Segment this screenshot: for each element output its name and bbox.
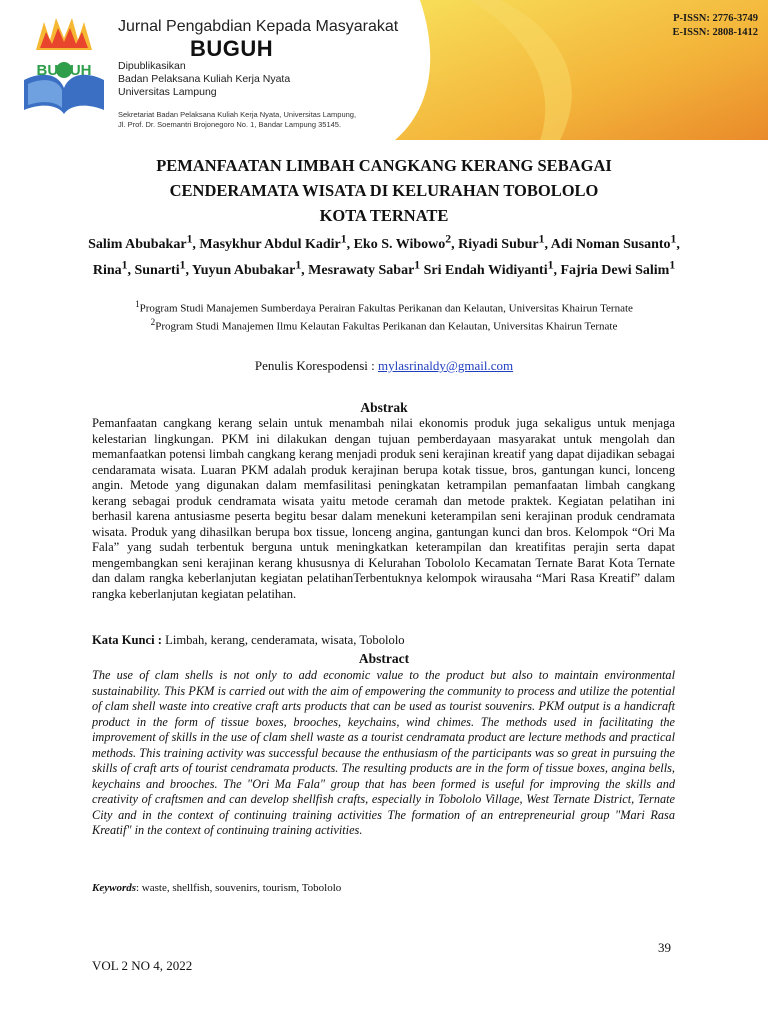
author-affiliation-mark: 1 <box>547 258 554 272</box>
author-separator: , <box>676 236 680 252</box>
author-name: Yuyun Abubakar <box>191 263 296 279</box>
author-name: Riyadi Subur <box>458 236 539 252</box>
author-name: Adi Noman Susanto <box>550 236 671 252</box>
author-separator: , <box>301 263 309 279</box>
buguh-logo <box>14 10 114 120</box>
journal-header <box>0 0 768 140</box>
affiliation-2-mark: 2 <box>150 317 156 328</box>
author-name: Mesrawaty Sabar <box>308 263 415 279</box>
author-separator: , <box>544 236 551 252</box>
affiliation-2 <box>84 316 684 334</box>
title-line2: CENDERAMATA WISATA DI KELURAHAN TOBOLOLO <box>169 181 599 200</box>
author-separator: , <box>451 236 459 252</box>
author <box>308 258 423 279</box>
author-affiliation-mark: 1 <box>121 258 128 272</box>
affiliation-1 <box>84 298 684 316</box>
kata-kunci-label: Kata Kunci : <box>92 633 166 647</box>
author-name: Sri Endah Widiyanti <box>423 263 548 279</box>
publisher-block <box>118 60 290 99</box>
keywords <box>92 882 675 894</box>
author-affiliation-mark: 1 <box>670 232 677 245</box>
logo-text: BUGUH <box>36 62 92 79</box>
abstrak-text: Pemanfaatan cangkang kerang selain untuk menambah nilai ekonomis produk juga sekaligus untuk menjaga kelestarian lingkungan. PKM ini dilakukan dengan tujuan pemberdayaan masyarakat untuk mengolah dan memanfaatkan potensi limbah cangkang kerang menjadi produk seni kerajinan kreatif yang dapat dijadikan sebagai cendaramata wisata. Luaran PKM adalah produk kerajinan berupa kotak tissue, bros, gantungan kunci, lonceng angin. Metode yang digunakan dalam memfasilitasi peningkatan ketrampilan pemanfaatan limbah cangkang kerang sebagai produk cendramata wisata yaitu metode ceramah dan metode praktek. Kegiatan pelatihan ini berhasil karena antusiasme peserta begitu besar dalam menekuni keterampilan seni kerajinan produk cendramata wisata. Produk yang dihasilkan berupa box tissue, lonceng angina, gantungan kunci dan bros. Kelompok “Ori Ma Fala” yang sudah terbentuk berguna untuk meningkatkan keterampilan dan kreatifitas perajin serta dapat mengembangkan seni kerajinan kerang khususnya di Kelurahan Tobololo Kecamatan Ternate Barat Kota Ternate dan dalam rangka keberlanjutan kegiatan pelatihanTerbentuknya kelompok wirausaha “Mari Rasa Kreatif” dalam rangka keberlanjutan kegiatan pelatihan. <box>92 416 675 601</box>
author <box>423 258 561 279</box>
corresponding-email-link[interactable]: mylasrinaldy@gmail.com <box>378 358 514 373</box>
p-issn: P-ISSN: 2776-3749 <box>673 13 758 24</box>
author-affiliation-mark: 1 <box>186 232 193 245</box>
author-name: Eko S. Wibowo <box>353 236 446 252</box>
author-separator: , <box>192 236 200 252</box>
kata-kunci-values: Limbah, kerang, cenderamata, wisata, Tobololo <box>165 633 405 647</box>
author <box>550 232 680 252</box>
author <box>458 232 551 252</box>
affiliation-2-text: Program Studi Manajemen Ilmu Kelautan Fakultas Perikanan dan Kelautan, Universitas Khairun Ternate <box>155 320 618 333</box>
title-line1: PEMANFAATAN LIMBAH CANGKANG KERANG SEBAGAI <box>156 156 612 175</box>
keywords-values: : waste, shellfish, souvenirs, tourism, Tobololo <box>136 882 342 894</box>
author <box>560 258 676 279</box>
affiliation-1-text: Program Studi Manajemen Sumberdaya Perairan Fakultas Perikanan dan Kelautan, Universitas Khairun Ternate <box>139 302 633 315</box>
secretariat-line1: Sekretariat Badan Pelaksana Kuliah Kerja Nyata, Universitas Lampung, <box>118 110 357 119</box>
author-separator: , <box>185 263 192 279</box>
author-affiliation-mark: 1 <box>295 258 302 272</box>
published-by: Dipublikasikan <box>118 60 186 72</box>
author-separator: , <box>127 263 135 279</box>
issn-block <box>673 12 758 40</box>
abstract-text: The use of clam shells is not only to add economic value to the product but also to maintain environmental sustainability. This PKM is carried out with the aim of empowering the community to process and utilize the potential of clam shell waste into creative craft arts products that can be used as tourist souvenirs. PKM output is a handicraft product in the form of tissue boxes, brooches, keychains, wind chimes. The methods used in facilitating the improvement of skills in the use of clam shell waste as a tourist cendramata product are lecture methods and practical methods. This training activity was successful because the enthusiasm of the participants was so great in pursuing the skills of craft arts of tourist cendramata products. The resulting products are in the form of tissue boxes, angina bells, keychains and brooches. The "Ori Ma Fala" group that has been formed is useful for improving the skills and creativity of craftsmen and can develop shellfish crafts, especially in Tobololo Village, West Ternate District, Ternate City and in the context of continuing training activities The formation of an entrepreneurial group "Mari Rasa Kreatif" in the context of continuing training activities. <box>92 668 675 837</box>
kata-kunci <box>92 633 675 648</box>
secretariat-block <box>118 110 356 130</box>
journal-short-name: BUGUH <box>190 36 274 61</box>
author-name: Rina <box>92 263 122 279</box>
author-affiliation-mark: 2 <box>445 232 452 245</box>
author-affiliation-mark: 1 <box>669 258 676 272</box>
author-name: Salim Abubakar <box>88 236 187 252</box>
journal-name: Jurnal Pengabdian Kepada Masyarakat <box>118 18 399 35</box>
e-issn: E-ISSN: 2808-1412 <box>672 27 758 38</box>
author <box>353 232 459 252</box>
author-separator: , <box>553 263 561 279</box>
author <box>88 232 200 252</box>
institution-line2: Universitas Lampung <box>118 86 217 98</box>
affiliations <box>84 298 684 334</box>
abstract-heading: Abstract <box>358 651 410 666</box>
abstrak-heading: Abstrak <box>360 400 408 415</box>
keywords-label: Keywords <box>92 882 136 894</box>
paper-title <box>80 153 688 228</box>
author <box>134 258 192 279</box>
author-name: Fajria Dewi Salim <box>560 263 670 279</box>
institution-line1: Badan Pelaksana Kuliah Kerja Nyata <box>118 73 291 85</box>
author-affiliation-mark: 1 <box>179 258 186 272</box>
corresponding-author <box>84 358 684 374</box>
title-line3: KOTA TERNATE <box>319 206 449 225</box>
author <box>92 258 135 279</box>
author-separator: , <box>346 236 354 252</box>
author-name: Sunarti <box>134 263 180 279</box>
volume-info: VOL 2 NO 4, 2022 <box>92 958 193 973</box>
author <box>191 258 309 279</box>
author-name: Masykhur Abdul Kadir <box>199 236 341 252</box>
author-affiliation-mark: 1 <box>340 232 347 245</box>
author <box>199 232 354 252</box>
author-list <box>84 228 684 281</box>
author-affiliation-mark: 1 <box>538 232 545 245</box>
corresponding-label: Penulis Korespodensi : <box>254 358 379 373</box>
secretariat-line2: Jl. Prof. Dr. Soemantri Brojonegoro No. 1, Bandar Lampung 35145. <box>118 120 342 129</box>
page-number: 39 <box>658 940 671 955</box>
author-affiliation-mark: 1 <box>414 258 421 272</box>
affiliation-1-mark: 1 <box>135 299 140 309</box>
